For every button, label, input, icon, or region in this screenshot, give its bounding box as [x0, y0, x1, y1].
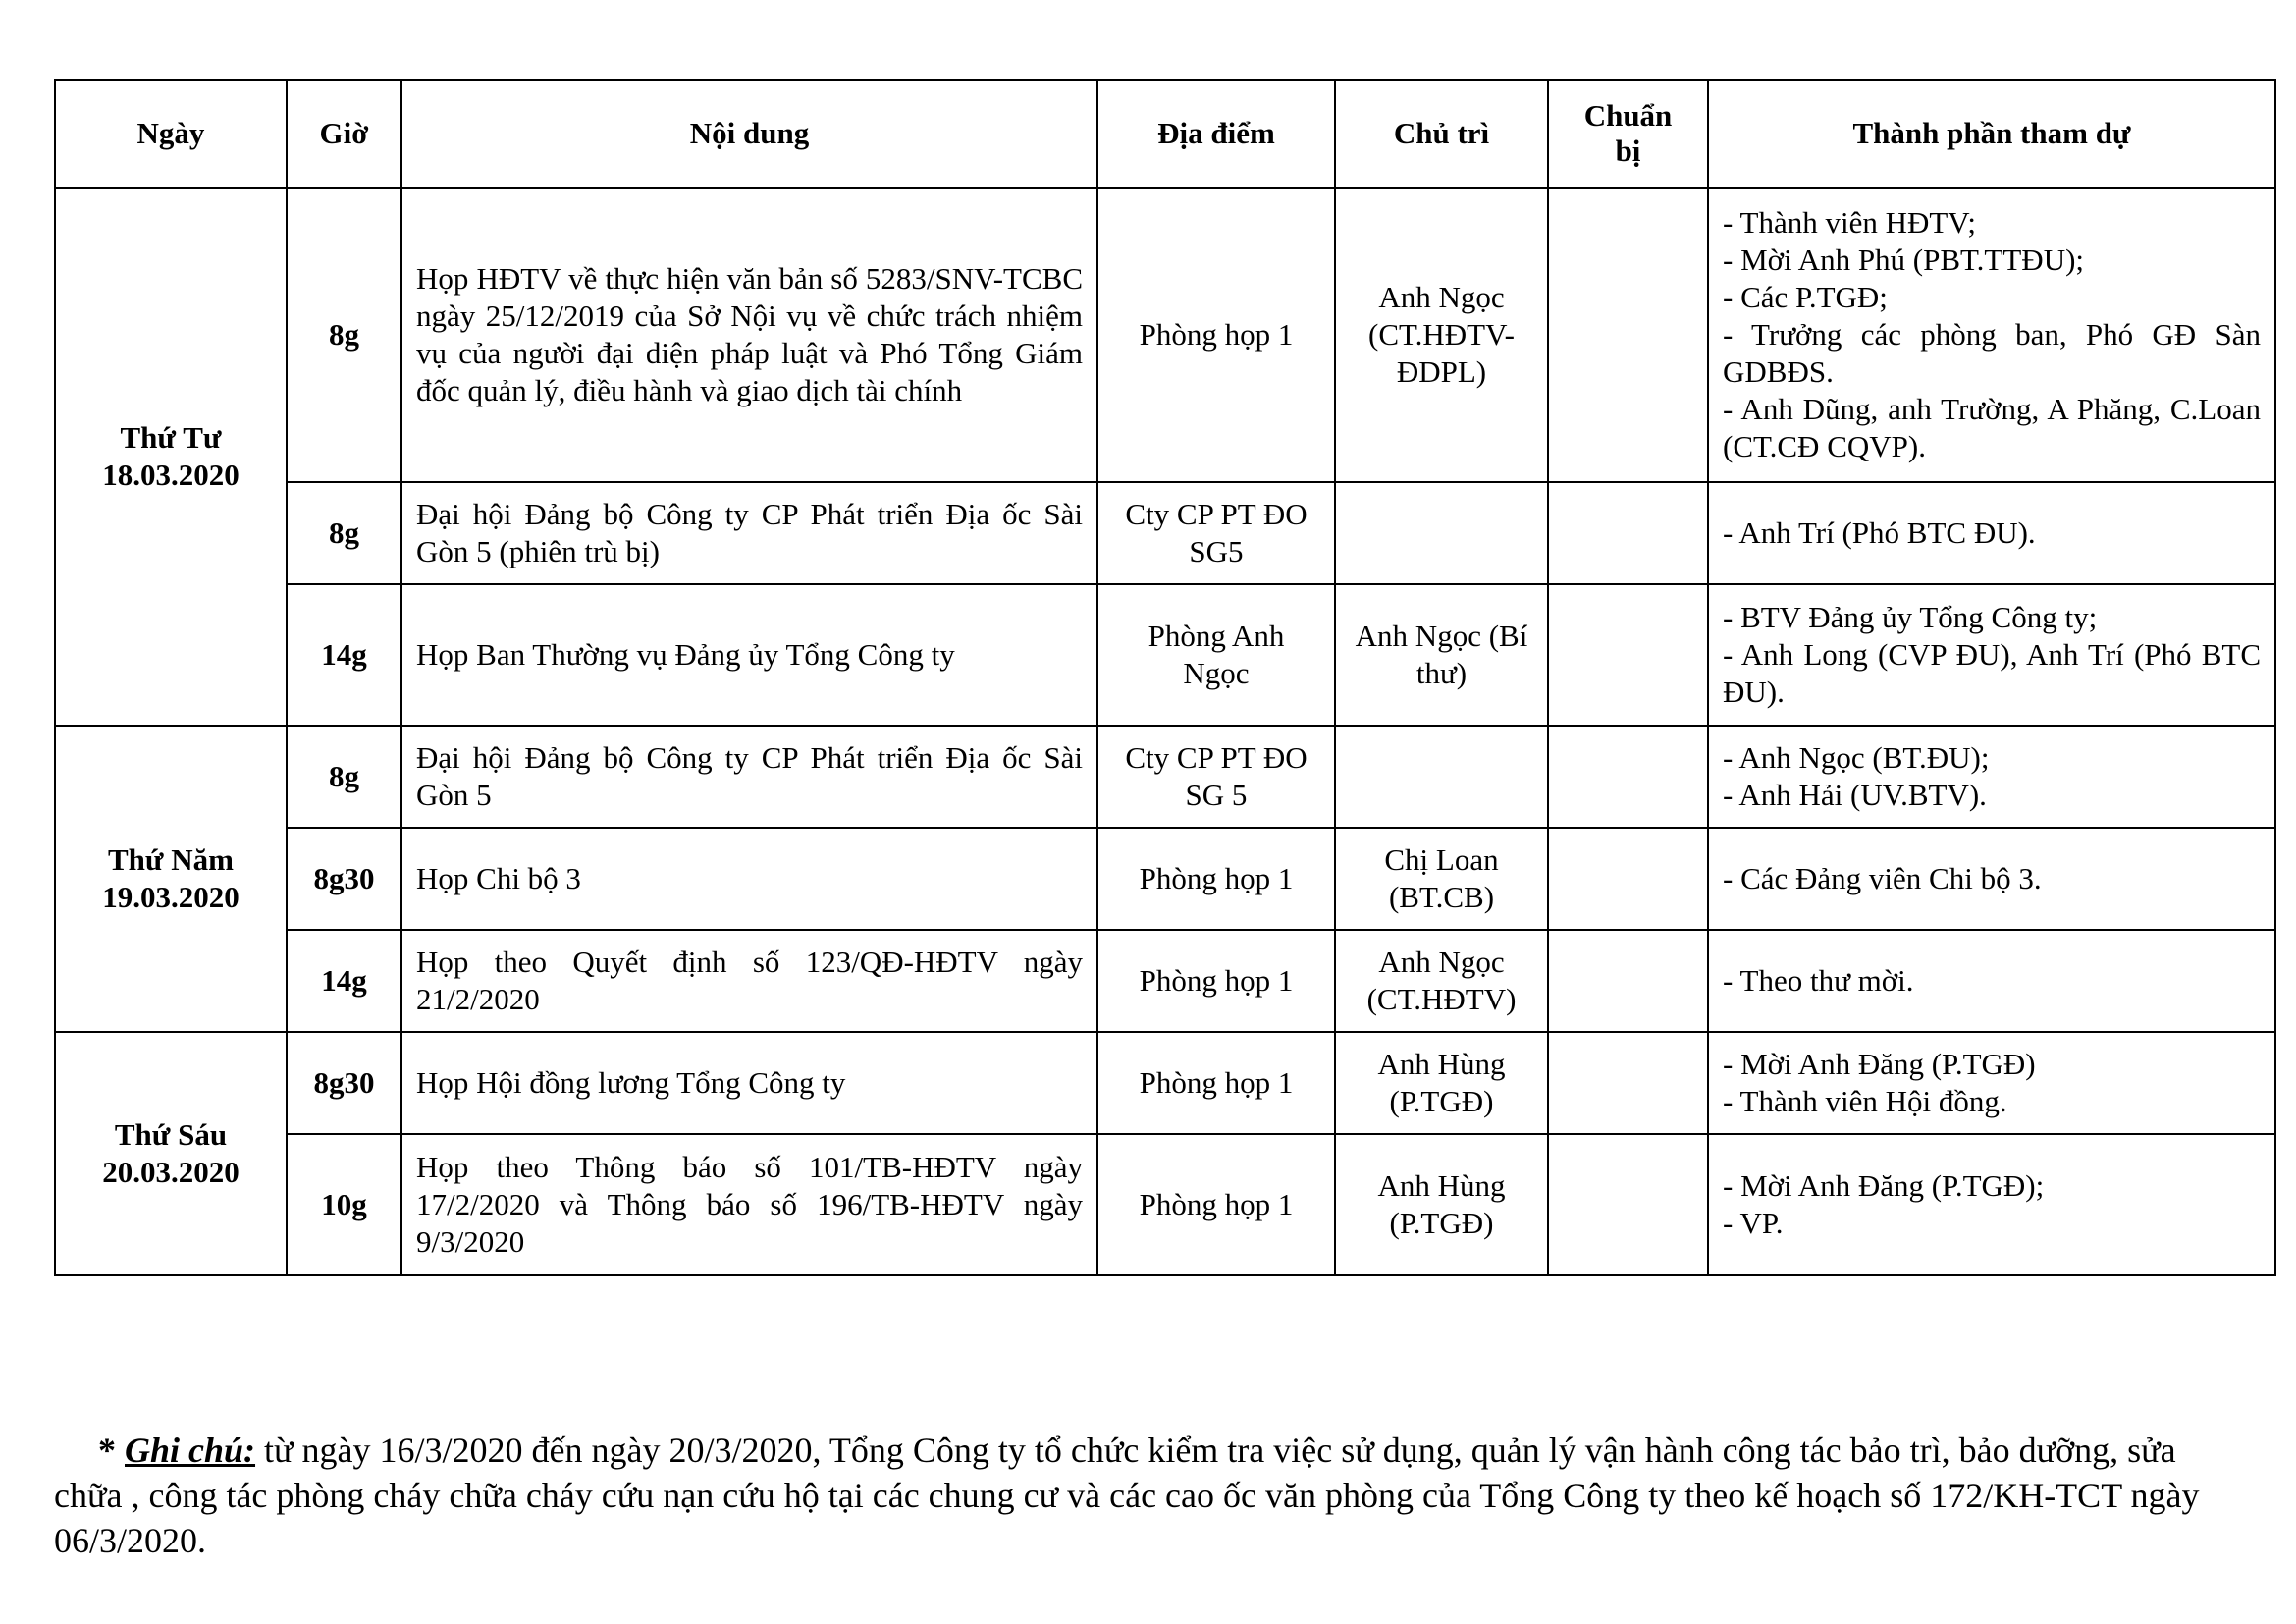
schedule-table	[54, 79, 2276, 1276]
prep-cell	[1548, 726, 1708, 828]
attendees-cell	[1708, 930, 2275, 1032]
attendee-line: - Anh Trí (Phó BTC ĐU).	[1723, 515, 2036, 550]
schedule-body	[55, 188, 2275, 1275]
attendees-cell	[1708, 188, 2275, 482]
place-cell: Phòng Anh Ngọc	[1097, 584, 1335, 726]
prep-cell	[1548, 1134, 1708, 1275]
host-cell	[1335, 482, 1548, 584]
day-name: Thứ Năm	[108, 842, 234, 877]
attendees-cell	[1708, 828, 2275, 930]
attendees-cell	[1708, 584, 2275, 726]
place-cell: Phòng họp 1	[1097, 828, 1335, 930]
place-cell: Cty CP PT ĐO SG5	[1097, 482, 1335, 584]
host-cell: Chị Loan (BT.CB)	[1335, 828, 1548, 930]
attendee-line: - Anh Hải (UV.BTV).	[1723, 778, 1987, 812]
header-host: Chủ trì	[1335, 80, 1548, 188]
attendees-cell	[1708, 1032, 2275, 1134]
attendee-line: - Mời Anh Đăng (P.TGĐ);	[1723, 1168, 2045, 1203]
attendee-line: - Các P.TGĐ;	[1723, 280, 1888, 314]
time-cell: 8g	[287, 726, 401, 828]
footnote	[54, 1428, 2233, 1563]
attendee-line: - Mời Anh Phú (PBT.TTĐU);	[1723, 243, 2085, 277]
table-row	[55, 726, 2275, 828]
host-cell: Anh Hùng (P.TGĐ)	[1335, 1134, 1548, 1275]
attendee-line: - Anh Dũng, anh Trường, A Phăng, C.Loan (CT.CĐ CQVP).	[1723, 392, 2261, 463]
table-row	[55, 482, 2275, 584]
host-cell	[1335, 726, 1548, 828]
attendee-line: - Thành viên HĐTV;	[1723, 205, 1976, 240]
time-cell: 8g	[287, 188, 401, 482]
time-cell: 8g30	[287, 1032, 401, 1134]
table-row	[55, 1134, 2275, 1275]
header-prep: Chuẩn bị	[1548, 80, 1708, 188]
day-name: Thứ Tư	[120, 420, 222, 455]
prep-cell	[1548, 188, 1708, 482]
attendee-line: - BTV Đảng ủy Tổng Công ty;	[1723, 600, 2098, 634]
table-row	[55, 584, 2275, 726]
header-place: Địa điểm	[1097, 80, 1335, 188]
time-cell: 10g	[287, 1134, 401, 1275]
prep-cell	[1548, 828, 1708, 930]
header-day: Ngày	[55, 80, 287, 188]
attendee-line: - Anh Long (CVP ĐU), Anh Trí (Phó BTC ĐU).	[1723, 637, 2261, 709]
host-cell: Anh Ngọc (CT.HĐTV-ĐDPL)	[1335, 188, 1548, 482]
prep-cell	[1548, 1032, 1708, 1134]
day-name: Thứ Sáu	[114, 1117, 228, 1152]
place-cell: Phòng họp 1	[1097, 1032, 1335, 1134]
place-cell: Phòng họp 1	[1097, 1134, 1335, 1275]
attendees-cell	[1708, 482, 2275, 584]
place-cell: Phòng họp 1	[1097, 188, 1335, 482]
content-cell: Họp Chi bộ 3	[401, 828, 1097, 930]
time-cell: 8g30	[287, 828, 401, 930]
content-cell: Đại hội Đảng bộ Công ty CP Phát triển Địa ốc Sài Gòn 5	[401, 726, 1097, 828]
attendees-cell	[1708, 726, 2275, 828]
table-row	[55, 930, 2275, 1032]
time-cell: 8g	[287, 482, 401, 584]
place-cell: Cty CP PT ĐO SG 5	[1097, 726, 1335, 828]
prep-cell	[1548, 584, 1708, 726]
note-label: * Ghi chú:	[98, 1431, 256, 1470]
table-row	[55, 188, 2275, 482]
header-attendees: Thành phần tham dự	[1708, 80, 2275, 188]
day-cell	[55, 1032, 287, 1275]
host-cell: Anh Ngọc (Bí thư)	[1335, 584, 1548, 726]
attendee-line: - Trưởng các phòng ban, Phó GĐ Sàn GDBĐS.	[1723, 317, 2261, 389]
content-cell: Họp theo Quyết định số 123/QĐ-HĐTV ngày 21/2/2020	[401, 930, 1097, 1032]
day-cell	[55, 726, 287, 1032]
day-date: 18.03.2020	[102, 458, 240, 492]
day-date: 20.03.2020	[102, 1155, 240, 1189]
prep-cell	[1548, 930, 1708, 1032]
content-cell: Đại hội Đảng bộ Công ty CP Phát triển Địa ốc Sài Gòn 5 (phiên trù bị)	[401, 482, 1097, 584]
content-cell: Họp Ban Thường vụ Đảng ủy Tổng Công ty	[401, 584, 1097, 726]
host-cell: Anh Ngọc (CT.HĐTV)	[1335, 930, 1548, 1032]
host-cell: Anh Hùng (P.TGĐ)	[1335, 1032, 1548, 1134]
time-cell: 14g	[287, 584, 401, 726]
content-cell: Họp theo Thông báo số 101/TB-HĐTV ngày 17/2/2020 và Thông báo số 196/TB-HĐTV ngày 9/3/2020	[401, 1134, 1097, 1275]
day-date: 19.03.2020	[102, 880, 240, 914]
header-content: Nội dung	[401, 80, 1097, 188]
day-cell	[55, 188, 287, 726]
note-text: từ ngày 16/3/2020 đến ngày 20/3/2020, Tổng Công ty tổ chức kiểm tra việc sử dụng, quản lý vận hành công tác bảo trì, bảo dưỡng, sửa chữa , công tác phòng cháy chữa cháy cứu nạn cứu hộ tại các chung cư và các cao ốc văn phòng của Tổng Công ty theo kế hoạch số 172/KH-TCT ngày 06/3/2020.	[54, 1431, 2200, 1560]
attendee-line: - VP.	[1723, 1206, 1784, 1240]
table-row	[55, 1032, 2275, 1134]
prep-cell	[1548, 482, 1708, 584]
attendee-line: - Theo thư mời.	[1723, 963, 1914, 998]
table-header-row	[55, 80, 2275, 188]
attendee-line: - Các Đảng viên Chi bộ 3.	[1723, 861, 2042, 895]
attendee-line: - Mời Anh Đăng (P.TGĐ)	[1723, 1047, 2036, 1081]
attendees-cell	[1708, 1134, 2275, 1275]
table-row	[55, 828, 2275, 930]
attendee-line: - Anh Ngọc (BT.ĐU);	[1723, 740, 1990, 775]
content-cell: Họp HĐTV về thực hiện văn bản số 5283/SNV-TCBC ngày 25/12/2019 của Sở Nội vụ về chức trách nhiệm vụ của người đại diện pháp luật và Phó Tổng Giám đốc quản lý, điều hành và giao dịch tài chính	[401, 188, 1097, 482]
header-time: Giờ	[287, 80, 401, 188]
place-cell: Phòng họp 1	[1097, 930, 1335, 1032]
time-cell: 14g	[287, 930, 401, 1032]
content-cell: Họp Hội đồng lương Tổng Công ty	[401, 1032, 1097, 1134]
attendee-line: - Thành viên Hội đồng.	[1723, 1084, 2007, 1118]
